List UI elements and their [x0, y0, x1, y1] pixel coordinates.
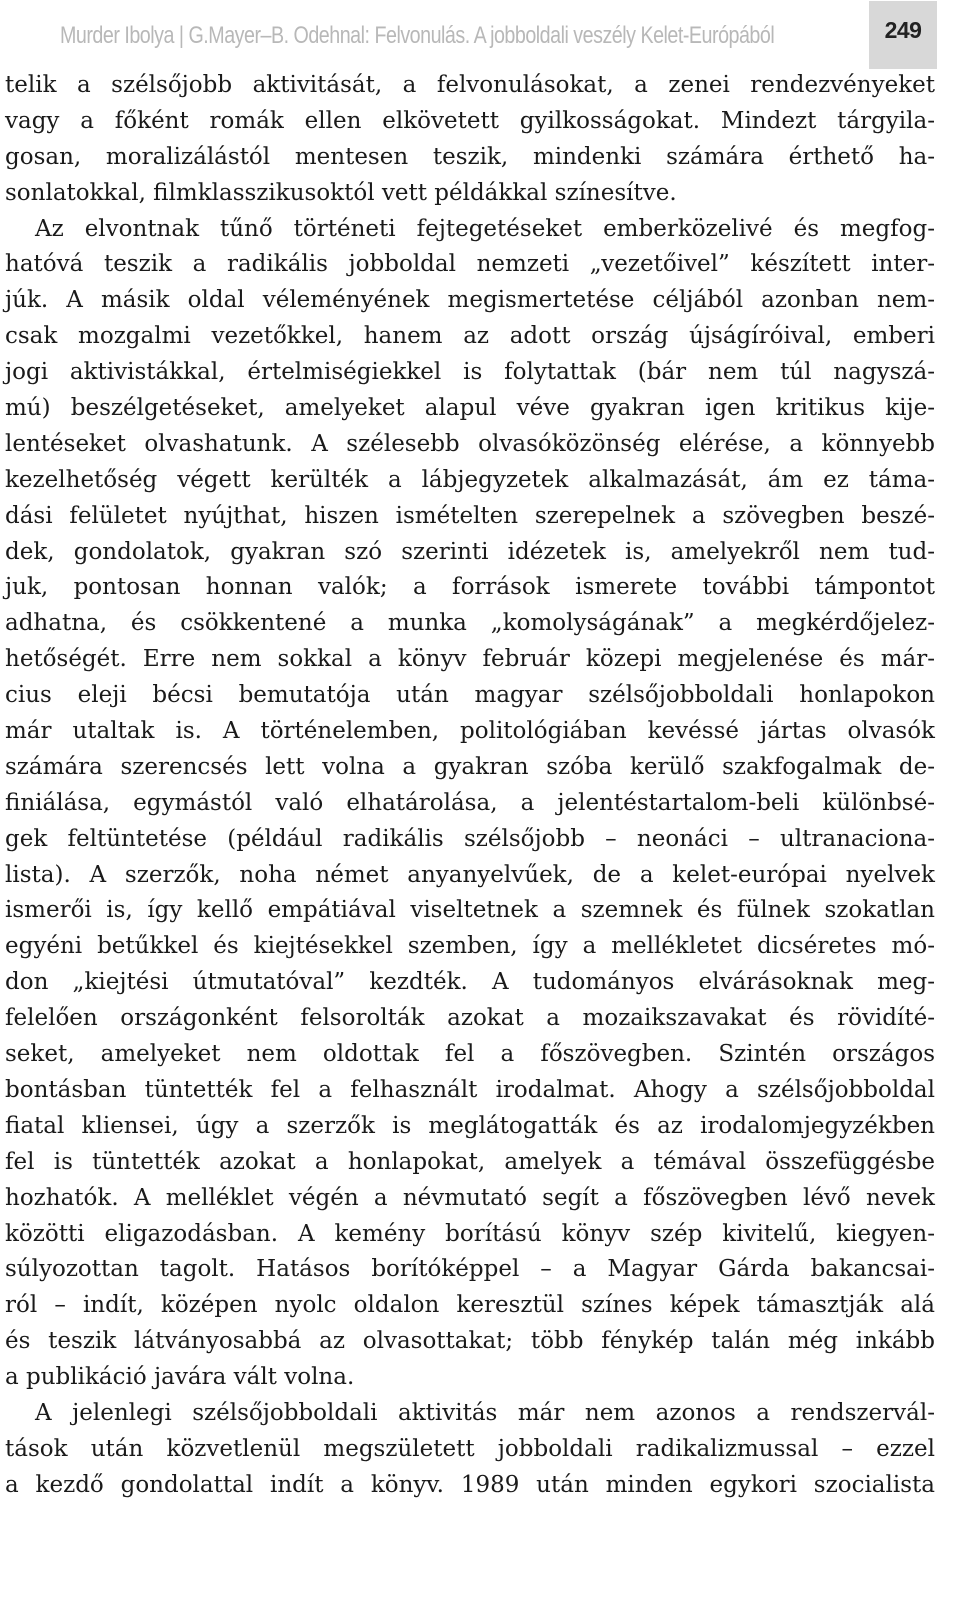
- text-line: jogi aktivistákkal, értelmiségiekkel is folytattak (bár nem túl nagyszá-: [5, 359, 935, 386]
- text-line: cius eleji bécsi bemutatója után magyar szélsőjobboldali honlapokon: [5, 682, 935, 709]
- text-line: júk. A másik oldal véleményének megismertetése céljából azonban nem-: [5, 287, 935, 314]
- text-line: a publikáció javára vált volna.: [5, 1364, 355, 1391]
- text-line: hozhatók. A melléklet végén a névmutató segít a főszövegben lévő nevek: [5, 1184, 935, 1211]
- text-line: bontásban tüntették fel a felhasznált irodalmat. Ahogy a szélsőjobboldal: [5, 1076, 935, 1103]
- page-number: 249: [884, 17, 922, 43]
- text-line: kezelhetőség végett kerülték a lábjegyzetek alkalmazását, ám ez táma-: [5, 466, 935, 493]
- text-line: A jelenlegi szélsőjobboldali aktivitás már nem azonos a rendszervál-: [35, 1399, 935, 1426]
- text-line: seket, amelyeket nem oldottak fel a főszövegben. Szintén országos: [5, 1041, 935, 1068]
- text-line: csak mozgalmi vezetőkkel, hanem az adott ország újságíróival, emberi: [5, 323, 935, 350]
- text-line: adhatna, és csökkentené a munka „komolyságának” a megkérdőjelez-: [5, 610, 935, 637]
- text-line: telik a szélsőjobb aktivitását, a felvonulásokat, a zenei rendezvényeket: [5, 72, 935, 98]
- body-text: [5, 68, 935, 1504]
- text-line: ról – indít, középen nyolc oldalon keresztül színes képek támasztják alá: [5, 1292, 935, 1319]
- text-line: don „kiejtési útmutatóval” kezdték. A tudományos elvárásoknak meg-: [5, 969, 935, 996]
- text-line: számára szerencsés lett volna a gyakran szóba kerülő szakfogalmak de-: [5, 753, 935, 780]
- text-line: vagy a főként romák ellen elkövetett gyilkosságokat. Mindezt tárgyila-: [5, 107, 935, 134]
- text-line: már utaltak is. A történelemben, politológiában kevéssé jártas olvasók: [5, 718, 935, 745]
- page-header: [0, 0, 960, 72]
- text-line: tások után közvetlenül megszületett jobboldali radikalizmussal – ezzel: [5, 1435, 935, 1462]
- text-line: fel is tüntették azokat a honlapokat, amelyek a témával összefüggésbe: [5, 1148, 935, 1175]
- text-line: közötti eligazodásban. A kemény borítású könyv szép kivitelű, kiegyen-: [5, 1220, 935, 1247]
- text-line: sonlatokkal, filmklasszikusoktól vett példákkal színesítve.: [5, 179, 677, 206]
- text-line: fiatal kliensei, úgy a szerzők is meglátogatták és az irodalomjegyzékben: [5, 1112, 935, 1139]
- text-line: és teszik látványosabbá az olvasottakat; több fénykép talán még inkább: [5, 1328, 935, 1355]
- text-line: juk, pontosan honnan valók; a források ismerete további támpontot: [5, 574, 935, 601]
- text-line: dási felületet nyújthat, hiszen ismételten szerepelnek a szövegben beszé-: [5, 502, 935, 529]
- text-line: felelően országonként felsorolták azokat a mozaikszavakat és rövidíté-: [5, 1005, 935, 1032]
- text-line: hetőségét. Erre nem sokkal a könyv február közepi megjelenése és már-: [5, 646, 935, 673]
- text-line: gek feltüntetése (például radikális szélsőjobb – neonáci – ultranaciona-: [5, 825, 935, 852]
- text-line: lista). A szerzők, noha német anyanyelvűek, de a kelet-európai nyelvek: [5, 861, 935, 888]
- page-number-box: [869, 1, 937, 69]
- text-line: dek, gondolatok, gyakran szó szerinti idézetek is, amelyekről nem tud-: [5, 538, 935, 565]
- text-line: a kezdő gondolattal indít a könyv. 1989 után minden egykori szocialista: [5, 1471, 935, 1498]
- text-line: egyéni betűkkel és kiejtésekkel szemben, így a mellékletet dicséretes mó-: [5, 933, 935, 960]
- text-line: hatóvá teszik a radikális jobboldal nemzeti „vezetőivel” készített inter-: [5, 251, 935, 278]
- text-line: gosan, moralizálástól mentesen teszik, mindenki számára érthető ha-: [5, 143, 935, 170]
- text-line: mú) beszélgetéseket, amelyeket alapul véve gyakran igen kritikus kije-: [5, 395, 935, 422]
- running-head: Murder Ibolya | G.Mayer–B. Odehnal: Felvonulás. A jobboldali veszély Kelet-Európából: [60, 22, 775, 49]
- text-line: súlyozottan tagolt. Hatásos borítóképpel – a Magyar Gárda bakancsai-: [5, 1256, 935, 1283]
- text-line: lentéseket olvashatunk. A szélesebb olvasóközönség elérése, a könnyebb: [5, 430, 935, 457]
- text-line: Az elvontnak tűnő történeti fejtegetéseket emberközelivé és megfog-: [35, 215, 935, 242]
- text-line: ismerői is, így kellő empátiával viseltetnek a szemnek és fülnek szokatlan: [5, 897, 935, 924]
- text-line: finiálása, egymástól való elhatárolása, a jelentéstartalom-beli különbsé-: [5, 789, 935, 816]
